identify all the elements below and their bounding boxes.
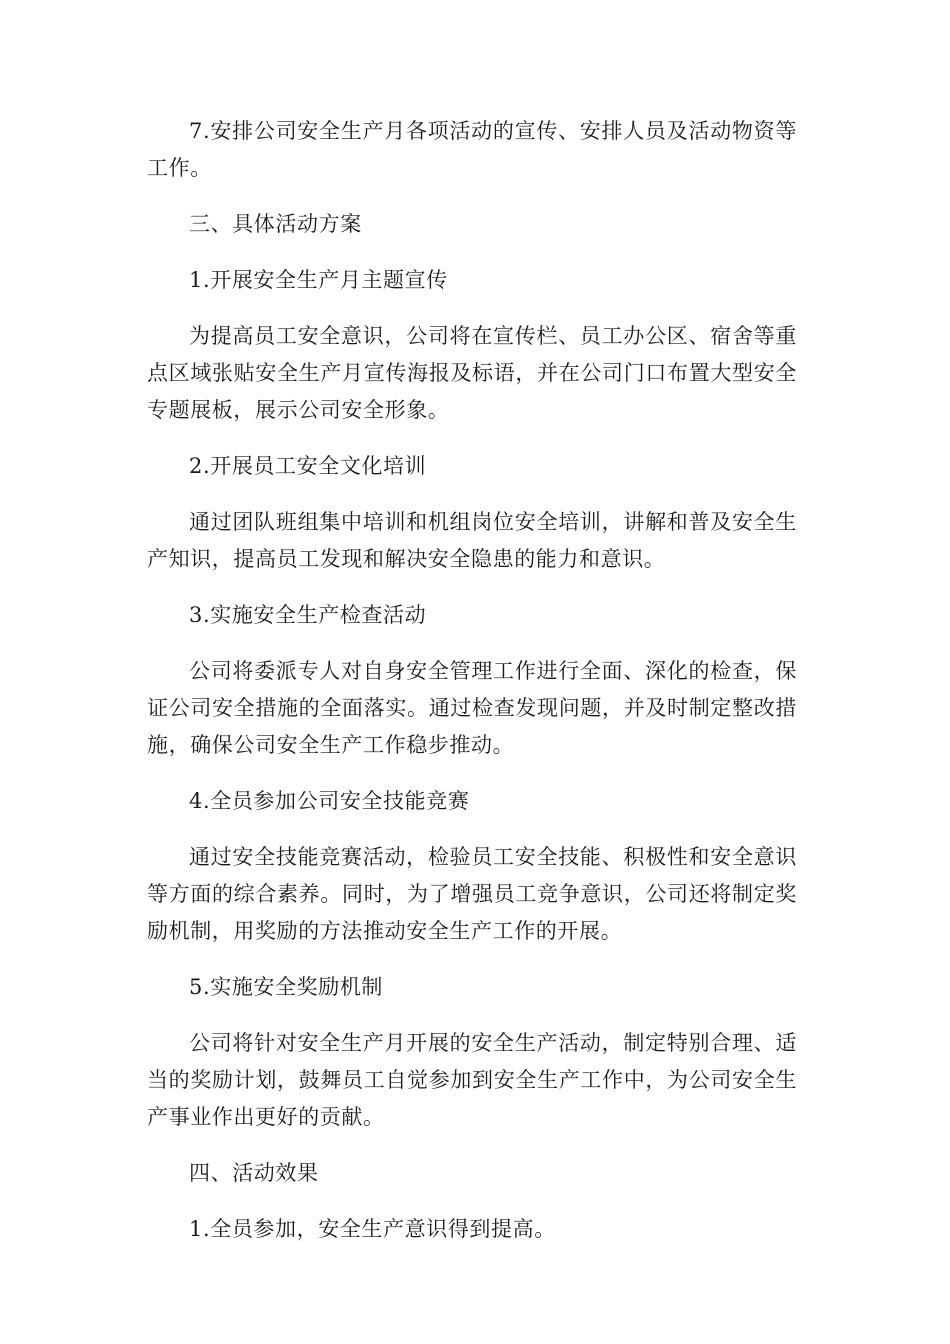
subheading-3: 3.实施安全生产检查活动 (189, 603, 427, 627)
subheading-1: 1.开展安全生产月主题宣传 (189, 268, 448, 292)
paragraph-skills-competition: 通过安全技能竞赛活动，检验员工安全技能、积极性和安全意识等方面的综合素养。同时，为了增强员工竞争意识，公司还将制定奖励机制，用奖励的方法推动安全生产工作的开展。 (147, 845, 797, 943)
section-heading-3: 三、具体活动方案 (189, 212, 362, 236)
subheading-5: 5.实施安全奖励机制 (189, 975, 384, 999)
subheading-2: 2.开展员工安全文化培训 (189, 454, 427, 478)
paragraph-reward-mechanism: 公司将针对安全生产月开展的安全生产活动，制定特别合理、适当的奖励计划，鼓舞员工自觉参加到安全生产工作中，为公司安全生产事业作出更好的贡献。 (147, 1031, 797, 1129)
paragraph-theme-publicity: 为提高员工安全意识，公司将在宣传栏、员工办公区、宿舍等重点区域张贴安全生产月宣传海报及标语，并在公司门口布置大型安全专题展板，展示公司安全形象。 (147, 324, 797, 422)
document-body (147, 113, 797, 1248)
paragraph-safety-inspection: 公司将委派专人对自身安全管理工作进行全面、深化的检查，保证公司安全措施的全面落实。通过检查发现问题，并及时制定整改措施，确保公司安全生产工作稳步推动。 (147, 659, 797, 757)
section-heading-4: 四、活动效果 (189, 1161, 319, 1185)
subheading-4: 4.全员参加公司安全技能竞赛 (189, 789, 470, 813)
effect-item-1: 1.全员参加，安全生产意识得到提高。 (189, 1217, 556, 1241)
paragraph-culture-training: 通过团队班组集中培训和机组岗位安全培训，讲解和普及安全生产知识，提高员工发现和解决安全隐患的能力和意识。 (147, 510, 797, 571)
paragraph-item-7: 7.安排公司安全生产月各项活动的宣传、安排人员及活动物资等工作。 (147, 119, 797, 180)
